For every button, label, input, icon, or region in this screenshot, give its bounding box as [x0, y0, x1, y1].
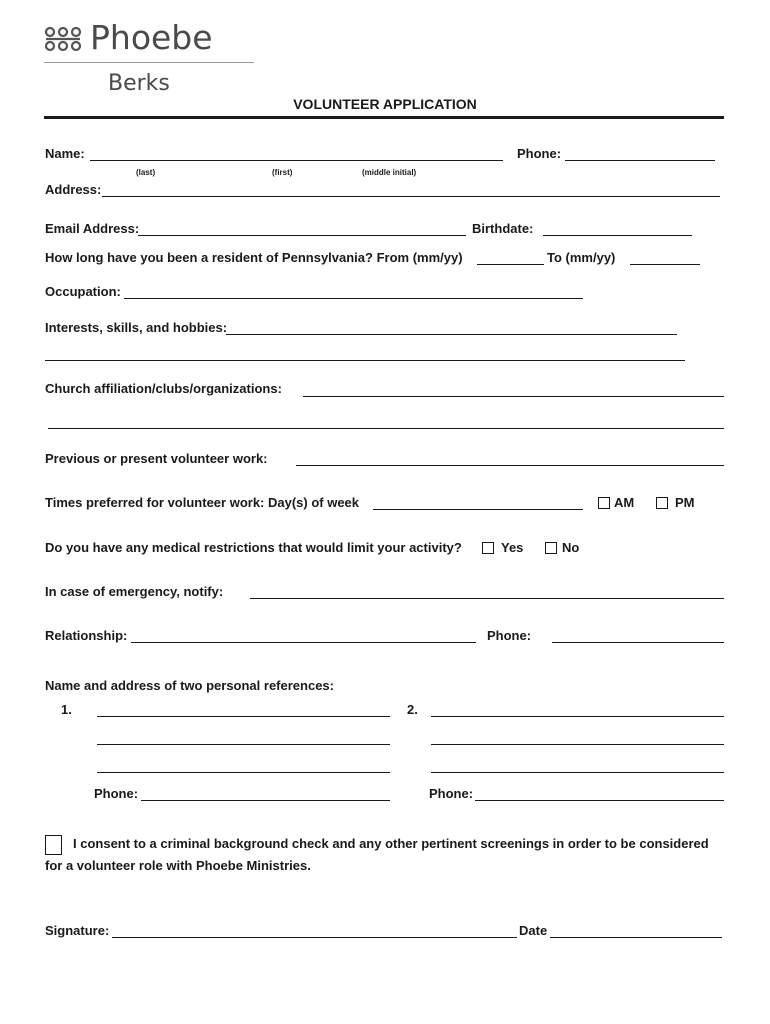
- ref1-line3[interactable]: [97, 772, 390, 773]
- date-label: Date: [519, 923, 548, 938]
- logo-divider: [44, 62, 254, 63]
- yes-label: Yes: [501, 540, 524, 555]
- emergency-phone-field[interactable]: [552, 642, 724, 643]
- occupation-field[interactable]: [124, 298, 583, 299]
- name-last-hint: (last): [136, 168, 156, 177]
- references-label: Name and address of two personal references:: [45, 678, 334, 693]
- resident-label: How long have you been a resident of Pennsylvania? From (mm/yy): [45, 250, 463, 265]
- ref2-phone-label: Phone:: [429, 786, 474, 801]
- church-field[interactable]: [303, 396, 724, 397]
- name-middle-hint: (middle initial): [362, 168, 417, 177]
- ref1-phone-field[interactable]: [141, 800, 390, 801]
- ref2-line2[interactable]: [431, 744, 724, 745]
- interests-field[interactable]: [226, 334, 677, 335]
- yes-checkbox[interactable]: [482, 542, 494, 554]
- emergency-label: In case of emergency, notify:: [45, 584, 224, 599]
- pm-checkbox[interactable]: [656, 497, 668, 509]
- previous-label: Previous or present volunteer work:: [45, 451, 268, 466]
- logo-subtitle: Berks: [108, 71, 170, 96]
- emergency-phone-label: Phone:: [487, 628, 532, 643]
- title-rule: [44, 116, 724, 119]
- celtic-knot-icon: [44, 26, 82, 52]
- birthdate-field[interactable]: [543, 235, 692, 236]
- page-title: VOLUNTEER APPLICATION: [293, 96, 477, 112]
- phone-label: Phone:: [517, 146, 562, 161]
- signature-label: Signature:: [45, 923, 110, 938]
- consent-text-line2: for a volunteer role with Phoebe Ministries.: [45, 858, 311, 873]
- am-checkbox[interactable]: [598, 497, 610, 509]
- name-first-hint: (first): [272, 168, 293, 177]
- address-field[interactable]: [102, 196, 720, 197]
- resident-to-field[interactable]: [630, 264, 700, 265]
- interests-label: Interests, skills, and hobbies:: [45, 320, 228, 335]
- consent-text-line1: I consent to a criminal background check and any other pertinent screenings in order to be considered: [73, 836, 709, 851]
- relationship-field[interactable]: [131, 642, 476, 643]
- birthdate-label: Birthdate:: [472, 221, 534, 236]
- ref2-phone-field[interactable]: [475, 800, 724, 801]
- pm-label: PM: [675, 495, 695, 510]
- ref2-number: 2.: [407, 702, 418, 717]
- signature-field[interactable]: [112, 937, 517, 938]
- no-label: No: [562, 540, 580, 555]
- times-label: Times preferred for volunteer work: Day(s) of week: [45, 495, 360, 510]
- name-label: Name:: [45, 146, 85, 161]
- address-label: Address:: [45, 182, 102, 197]
- resident-from-field[interactable]: [477, 264, 544, 265]
- ref1-number: 1.: [61, 702, 72, 717]
- email-field[interactable]: [138, 235, 466, 236]
- ref2-line3[interactable]: [431, 772, 724, 773]
- resident-to-label: To (mm/yy): [547, 250, 616, 265]
- medical-label: Do you have any medical restrictions that would limit your activity?: [45, 540, 462, 555]
- phone-field[interactable]: [565, 160, 715, 161]
- ref1-line1[interactable]: [97, 716, 390, 717]
- am-label: AM: [614, 495, 635, 510]
- ref1-phone-label: Phone:: [94, 786, 139, 801]
- ref2-line1[interactable]: [431, 716, 724, 717]
- church-label: Church affiliation/clubs/organizations:: [45, 381, 282, 396]
- interests-field-2[interactable]: [45, 360, 685, 361]
- church-field-2[interactable]: [48, 428, 724, 429]
- occupation-label: Occupation:: [45, 284, 121, 299]
- no-checkbox[interactable]: [545, 542, 557, 554]
- previous-field[interactable]: [296, 465, 724, 466]
- date-field[interactable]: [550, 937, 722, 938]
- email-label: Email Address:: [45, 221, 140, 236]
- consent-checkbox[interactable]: [45, 835, 62, 855]
- logo-name: Phoebe: [90, 18, 213, 57]
- name-field[interactable]: [90, 160, 503, 161]
- ref1-line2[interactable]: [97, 744, 390, 745]
- emergency-field[interactable]: [250, 598, 724, 599]
- logo: [44, 18, 256, 98]
- relationship-label: Relationship:: [45, 628, 128, 643]
- days-field[interactable]: [373, 509, 583, 510]
